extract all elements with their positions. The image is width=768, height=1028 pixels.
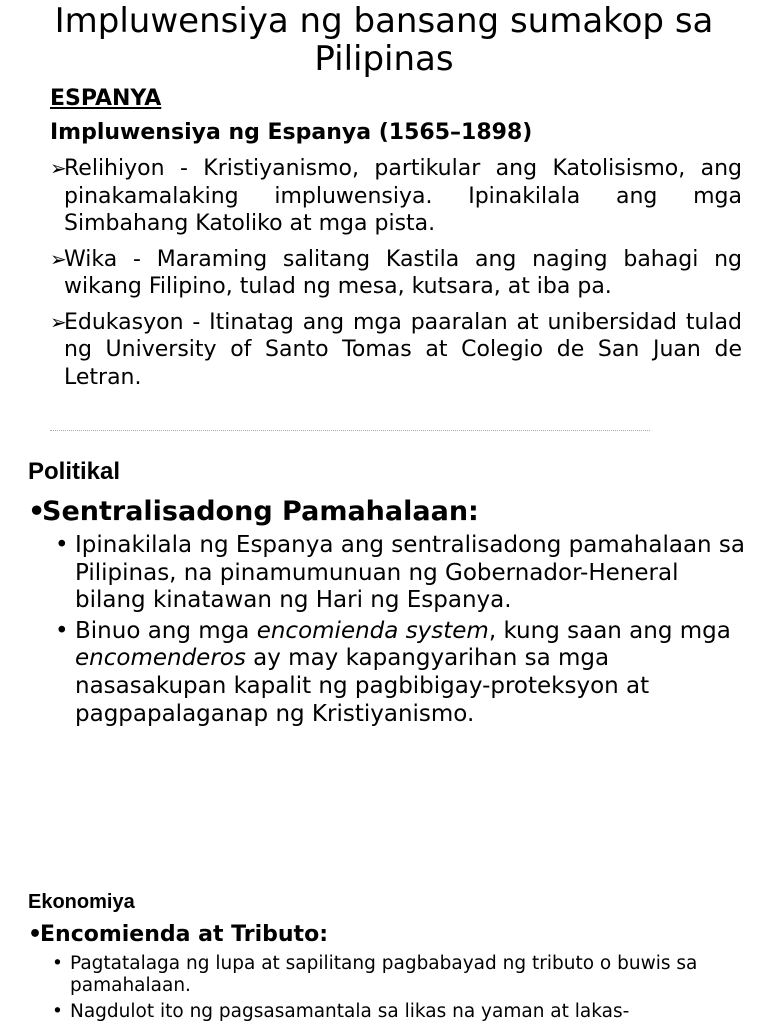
list-item-edukasyon — [50, 309, 742, 392]
eko-bullet-text: Encomienda at Tributo: — [40, 922, 328, 947]
emphasis-encomenderos: encomenderos — [75, 645, 246, 672]
sub-item-text: Ipinakilala ng Espanya ang sentralisadong pamahalaan sa Pilipinas, na pinamumunuan ng Gobernador-Heneral bilang kinatawan ng Hari ng Espanya. — [75, 532, 746, 614]
slide-politikal — [0, 450, 768, 1024]
main-bullet-text: Sentralisadong Pamahalaan: — [42, 496, 479, 527]
sub-item-encomienda — [55, 618, 745, 728]
list-item-relihiyon — [50, 155, 742, 238]
cutoff-line — [50, 430, 650, 432]
eko-item-text: Pagtatalaga ng lupa at sapilitang pagbabayad ng tributo o buwis sa pamahalaan. — [70, 953, 698, 996]
arrow-bullet-icon: ➢ — [50, 309, 67, 334]
main-bullet-sentralisado — [28, 496, 479, 527]
bullet-dot-icon: • — [55, 532, 69, 558]
bullet-dot-icon: • — [55, 617, 69, 644]
arrow-list — [50, 155, 742, 399]
arrow-bullet-icon: ➢ — [50, 156, 67, 180]
list-item-text: Wika - Maraming salitang Kastila ang naging bahagi ng wikang Filipino, tulad ng mesa, kutsara, at iba pa. — [64, 246, 742, 299]
eko-item-pagsasamantala — [52, 1001, 742, 1023]
section-heading-espanya: ESPANYA — [50, 86, 162, 111]
list-item-text: Relihiyon - Kristiyanismo, partikular ang Katolisismo, ang pinakamalaking impluwensiya. Ipinakilala ang mga Simbahang Katoliko at mga pista. — [64, 156, 742, 236]
subheading-impluwensiya: Impluwensiya ng Espanya (1565–1898) — [50, 120, 533, 145]
heading-ekonomiya: Ekonomiya — [28, 891, 135, 913]
main-bullet-encomienda — [28, 922, 328, 947]
arrow-bullet-icon: ➢ — [50, 246, 67, 271]
slide-espanya — [0, 0, 768, 432]
bullet-dot-icon: • — [52, 953, 63, 974]
heading-politikal: Politikal — [28, 458, 121, 485]
eko-list — [52, 953, 742, 1028]
eko-item-tributo — [52, 953, 742, 996]
eko-item-text: Nagdulot ito ng pagsasamantala sa likas na yaman at lakas- — [70, 1001, 630, 1022]
bullet-dot-icon: • — [28, 922, 43, 947]
sub-item-text-part2: , kung saan ang mga — [488, 617, 731, 644]
sub-item-gobernador — [55, 532, 745, 615]
bullet-dot-icon: • — [52, 1001, 63, 1022]
page-title: Impluwensiya ng bansang sumakop sa Pilipinas — [54, 1, 714, 79]
emphasis-encomienda-system: encomienda system — [256, 617, 489, 644]
sub-item-text-part1: Binuo ang mga — [75, 617, 257, 644]
sub-item-text-part3: ay may kapangyarihan sa mga nasasakupan kapalit ng pagbibigay-proteksyon at pagpapalaganap ng Kristiyanismo. — [75, 645, 650, 727]
list-item-text: Edukasyon - Itinatag ang mga paaralan at unibersidad tulad ng University of Santo Tomas at Colegio de San Juan de Letran. — [64, 309, 742, 390]
sub-list — [55, 532, 745, 731]
bullet-dot-icon: • — [28, 496, 46, 527]
list-item-wika — [50, 246, 742, 301]
